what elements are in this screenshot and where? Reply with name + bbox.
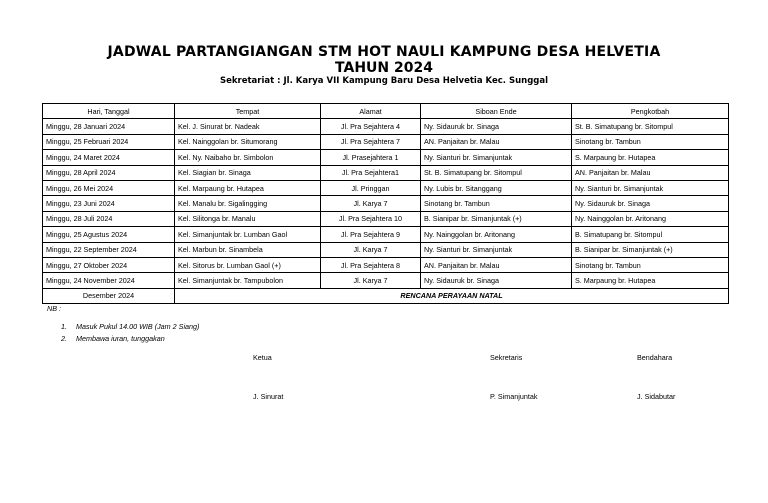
table-cell-singer: Ny. Nainggolan br. Aritonang: [421, 227, 572, 242]
table-row-december: [43, 288, 729, 303]
table-cell-preacher: Ny. Nainggolan br. Aritonang: [572, 211, 729, 226]
table-cell-place: Kel. Nainggolan br. Situmorang: [175, 134, 321, 149]
table-cell-address: Jl. Karya 7: [321, 242, 421, 257]
table-row: [43, 119, 729, 134]
table-cell-place: Kel. Simanjuntak br. Tampubolon: [175, 273, 321, 288]
table-cell-date: Minggu, 27 Oktober 2024: [43, 257, 175, 272]
table-cell-address: Jl. Pra Sejahtera 4: [321, 119, 421, 134]
note-number-1: 1.: [61, 322, 67, 331]
table-cell-place: Kel. Siagian br. Sinaga: [175, 165, 321, 180]
table-row: [43, 273, 729, 288]
table-cell-singer: Ny. Sidauruk br. Sinaga: [421, 119, 572, 134]
table-cell-singer: Ny. Sianturi br. Simanjuntak: [421, 242, 572, 257]
table-cell-address: Jl. Pra Sejahtera1: [321, 165, 421, 180]
column-header-date: Hari, Tanggal: [43, 104, 175, 119]
table-cell-place: Kel. Simanjuntak br. Lumban Gaol: [175, 227, 321, 242]
column-header-address: Alamat: [321, 104, 421, 119]
table-cell-date: Minggu, 28 Januari 2024: [43, 119, 175, 134]
table-cell-place: Kel. Ny. Naibaho br. Simbolon: [175, 150, 321, 165]
table-cell-preacher: Sinotang br. Tambun: [572, 134, 729, 149]
column-header-singer: Siboan Ende: [421, 104, 572, 119]
table-cell-date: Minggu, 28 Juli 2024: [43, 211, 175, 226]
table-cell-preacher: S. Marpaung br. Hutapea: [572, 150, 729, 165]
table-header-row: [43, 104, 729, 119]
table-row: [43, 211, 729, 226]
table-cell-date: Minggu, 28 April 2024: [43, 165, 175, 180]
table-cell-address: Jl. Pringgan: [321, 180, 421, 195]
bendahara-title: Bendahara: [637, 353, 673, 362]
table-cell-date: Minggu, 25 Agustus 2024: [43, 227, 175, 242]
table-cell-address: Jl. Pra Sejahtera 10: [321, 211, 421, 226]
bendahara-name: J. Sidabutar: [637, 392, 676, 401]
table-cell-singer: AN. Panjaitan br. Malau: [421, 134, 572, 149]
table-cell-date: Minggu, 26 Mei 2024: [43, 180, 175, 195]
table-cell-preacher: Ny. Sianturi br. Simanjuntak: [572, 180, 729, 195]
document-year: TAHUN 2024: [335, 60, 433, 76]
table-cell-date: Minggu, 23 Juni 2024: [43, 196, 175, 211]
table-cell-place: Kel. Marbun br. Sinambela: [175, 242, 321, 257]
column-header-preacher: Pengkotbah: [572, 104, 729, 119]
table-cell-place: Kel. Sitorus br. Lumban Gaol (+): [175, 257, 321, 272]
table-cell-address: Jl. Karya 7: [321, 273, 421, 288]
table-row: [43, 196, 729, 211]
table-cell-december-date: Desember 2024: [43, 288, 175, 303]
table-row: [43, 180, 729, 195]
ketua-name: J. Sinurat: [253, 392, 284, 401]
secretariat-address: Sekretariat : Jl. Karya VII Kampung Baru Desa Helvetia Kec. Sunggal: [219, 76, 549, 86]
table-row: [43, 165, 729, 180]
sekretaris-title: Sekretaris: [490, 353, 523, 362]
table-cell-preacher: B. Simatupang br. Sitompul: [572, 227, 729, 242]
table-cell-preacher: B. Sianipar br. Simanjuntak (+): [572, 242, 729, 257]
table-row: [43, 242, 729, 257]
table-cell-date: Minggu, 24 Maret 2024: [43, 150, 175, 165]
table-cell-place: Kel. Marpaung br. Hutapea: [175, 180, 321, 195]
note-text-1: Masuk Pukul 14.00 WIB (Jam 2 Siang): [76, 322, 200, 331]
table-cell-singer: Ny. Sidauruk br. Sinaga: [421, 273, 572, 288]
sekretaris-name: P. Simanjuntak: [490, 392, 538, 401]
table-cell-singer: Sinotang br. Tambun: [421, 196, 572, 211]
table-cell-preacher: S. Marpaung br. Hutapea: [572, 273, 729, 288]
table-cell-december-event: RENCANA PERAYAAN NATAL: [175, 288, 729, 303]
table-cell-place: Kel. Silitonga br. Manalu: [175, 211, 321, 226]
table-cell-address: Jl. Karya 7: [321, 196, 421, 211]
table-cell-singer: Ny. Lubis br. Sitanggang: [421, 180, 572, 195]
table-row: [43, 257, 729, 272]
table-cell-preacher: AN. Panjaitan br. Malau: [572, 165, 729, 180]
table-cell-place: Kel. Manalu br. Sigalingging: [175, 196, 321, 211]
table-cell-preacher: Ny. Sidauruk br. Sinaga: [572, 196, 729, 211]
note-number-2: 2.: [61, 334, 67, 343]
table-cell-preacher: St. B. Simatupang br. Sitompul: [572, 119, 729, 134]
note-text-2: Membawa iuran, tunggakan: [76, 334, 165, 343]
table-cell-date: Minggu, 25 Februari 2024: [43, 134, 175, 149]
schedule-table: [42, 103, 729, 304]
ketua-title: Ketua: [253, 353, 272, 362]
table-row: [43, 134, 729, 149]
table-cell-place: Kel. J. Sinurat br. Nadeak: [175, 119, 321, 134]
table-cell-singer: AN. Panjaitan br. Malau: [421, 257, 572, 272]
table-cell-address: Jl. Pra Sejahtera 7: [321, 134, 421, 149]
table-cell-singer: B. Sianipar br. Simanjuntak (+): [421, 211, 572, 226]
notes-label: NB :: [47, 304, 61, 313]
table-cell-address: Jl. Pra Sejahtera 8: [321, 257, 421, 272]
table-cell-singer: St. B. Simatupang br. Sitompul: [421, 165, 572, 180]
table-row: [43, 150, 729, 165]
table-cell-singer: Ny. Sianturi br. Simanjuntak: [421, 150, 572, 165]
table-cell-address: Jl. Prasejahtera 1: [321, 150, 421, 165]
table-cell-date: Minggu, 24 November 2024: [43, 273, 175, 288]
table-cell-preacher: Sinotang br. Tambun: [572, 257, 729, 272]
table-cell-address: Jl. Pra Sejahtera 9: [321, 227, 421, 242]
document-title: JADWAL PARTANGIANGAN STM HOT NAULI KAMPUNG DESA HELVETIA: [107, 44, 661, 60]
table-row: [43, 227, 729, 242]
table-cell-date: Minggu, 22 September 2024: [43, 242, 175, 257]
column-header-place: Tempat: [175, 104, 321, 119]
